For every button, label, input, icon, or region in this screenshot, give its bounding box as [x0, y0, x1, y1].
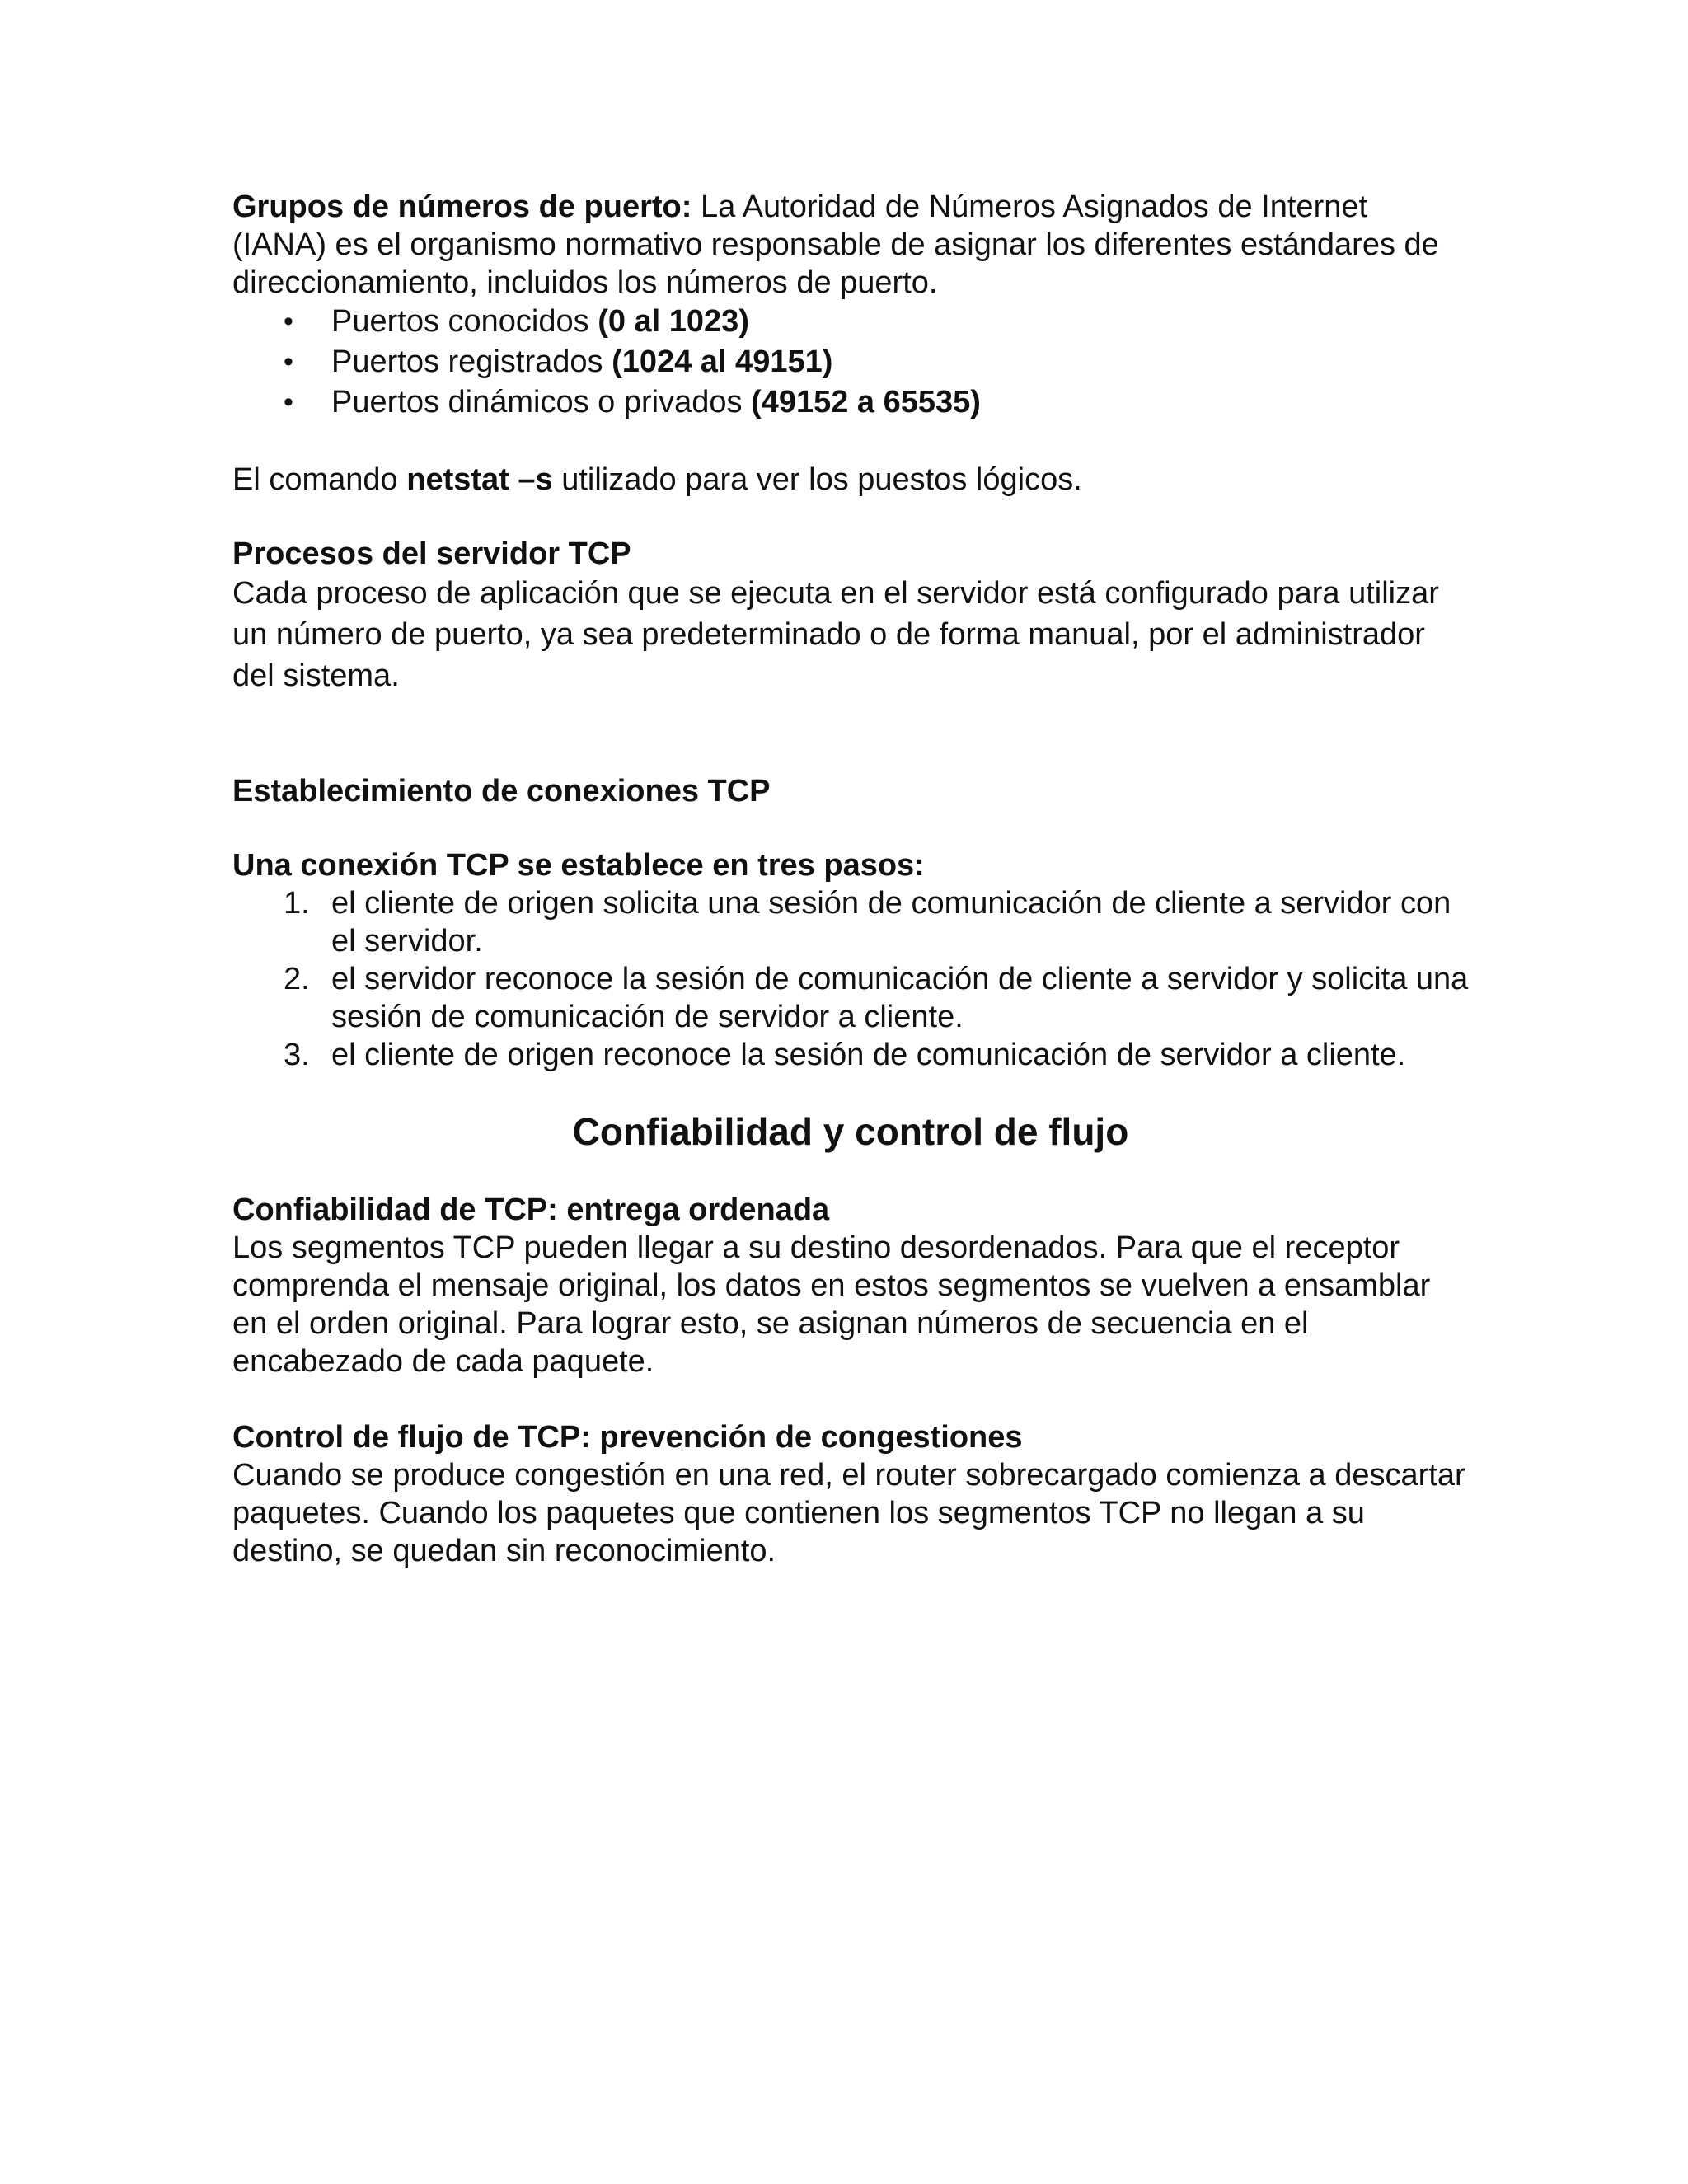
intro-paragraph: [232, 188, 1469, 302]
port-range: (1024 al 49151): [612, 344, 833, 379]
handshake-steps-list: [232, 884, 1469, 1074]
bullet-icon: •: [284, 387, 293, 418]
netstat-before: El comando: [232, 462, 407, 497]
port-range: (0 al 1023): [598, 304, 749, 339]
flow-control-body: Cuando se produce congestión en una red, el router sobrecargado comienza a descartar paquetes. Cuando los paquetes que contienen los segmentos TCP no llegan a su destino, se quedan sin reconocimiento.: [232, 1458, 1465, 1568]
list-item: [284, 1036, 1469, 1074]
section-title: Confiabilidad y control de flujo: [572, 1110, 1129, 1153]
server-processes-body: Cada proceso de aplicación que se ejecuta en el servidor está configurado para utilizar un número de puerto, ya sea predeterminado o de forma manual, por el administrador del sistema.: [232, 576, 1439, 693]
bullet-icon: •: [284, 306, 293, 337]
server-processes-heading: Procesos del servidor TCP: [232, 537, 631, 571]
netstat-after: utilizado para ver los puestos lógicos.: [552, 462, 1082, 497]
netstat-command: netstat –s: [406, 462, 553, 497]
step-text: el cliente de origen solicita una sesión de comunicación de cliente a servidor con el servidor.: [331, 886, 1451, 958]
step-text: el servidor reconoce la sesión de comunicación de cliente a servidor y solicita una sesión de comunicación de servidor a cliente.: [331, 962, 1469, 1034]
port-groups-list: [232, 302, 1469, 423]
list-item: [284, 302, 1469, 342]
port-label: Puertos registrados: [331, 344, 612, 379]
port-label: Puertos conocidos: [331, 304, 598, 339]
list-item: [284, 342, 1469, 382]
flow-control-heading: Control de flujo de TCP: prevención de congestiones: [232, 1420, 1023, 1455]
intro-lead: Grupos de números de puerto:: [232, 190, 692, 224]
establishment-subheading: Una conexión TCP se establece en tres pasos:: [232, 848, 925, 883]
establishment-heading: Establecimiento de conexiones TCP: [232, 774, 771, 808]
netstat-paragraph: [232, 461, 1469, 499]
list-item: [284, 960, 1469, 1036]
ordered-delivery-body: Los segmentos TCP pueden llegar a su destino desordenados. Para que el receptor comprenda el mensaje original, los datos en estos segmentos se vuelven a ensamblar en el orden original. Para lograr esto, se asignan números de secuencia en el encabezado de cada paquete.: [232, 1230, 1431, 1379]
port-range: (49152 a 65535): [751, 385, 981, 419]
ordered-delivery-heading: Confiabilidad de TCP: entrega ordenada: [232, 1193, 830, 1227]
list-item: [284, 382, 1469, 423]
list-item: [284, 884, 1469, 960]
step-number: 3.: [284, 1038, 310, 1072]
port-label: Puertos dinámicos o privados: [331, 385, 752, 419]
intro-text: La Autoridad de Números Asignados de Internet (IANA) es el organismo normativo responsable de asignar los diferentes estándares de direccionamiento, incluidos los números de puerto.: [232, 190, 1439, 300]
document-content: [232, 188, 1469, 1570]
bullet-icon: •: [284, 346, 293, 377]
step-number: 2.: [284, 962, 310, 996]
step-number: 1.: [284, 886, 310, 921]
step-text: el cliente de origen reconoce la sesión de comunicación de servidor a cliente.: [331, 1038, 1406, 1072]
